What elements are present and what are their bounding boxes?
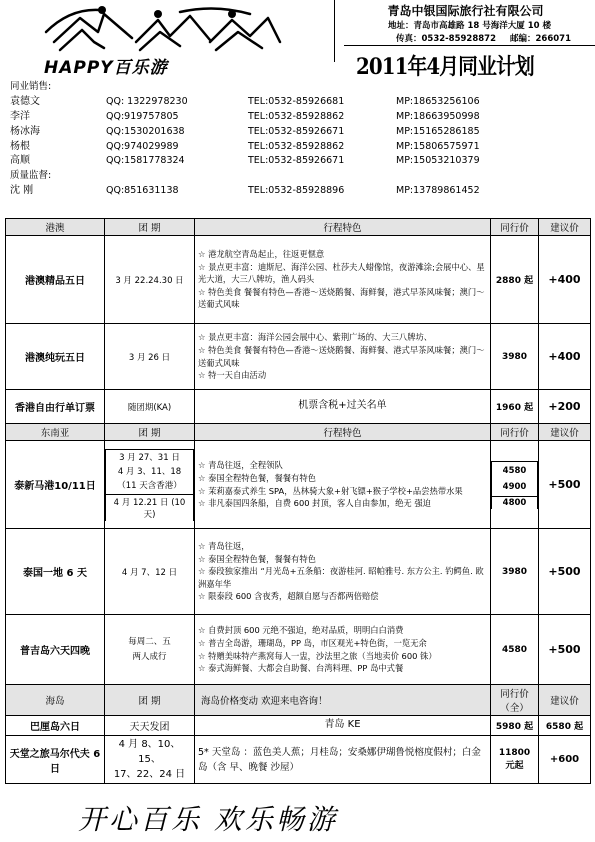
feature-line: ☆ 茉莉嘉泰式养生 SPA，丛林骑大象+射飞镖+猴子学校+品尝热带水果 bbox=[198, 485, 463, 496]
price-group-a bbox=[492, 461, 538, 496]
region-header: 东南亚 bbox=[6, 424, 105, 441]
feature-line: ☆ 景点更丰富：迪斯尼、海洋公园、杜莎夫人蜡像馆，夜游滩涂;会展中心、星光大道，大三八牌坊，渔人码头 bbox=[198, 261, 485, 285]
product-name: 天堂之旅马尔代夫 6 日 bbox=[6, 736, 105, 784]
tour-features bbox=[195, 324, 491, 390]
staff-qq: QQ:974029989 bbox=[106, 140, 179, 152]
company-contact bbox=[396, 32, 585, 44]
trade-price bbox=[491, 441, 539, 529]
region-header: 港澳 bbox=[6, 219, 105, 236]
price-line: 4580 bbox=[502, 465, 527, 476]
table-row bbox=[6, 441, 591, 529]
trade-price: 3980 bbox=[491, 324, 539, 390]
table-row bbox=[6, 716, 591, 736]
feature-line: ☆ 非凡泰国四条船，自费 600 封顶，客人自由参加，绝无 强迫 bbox=[198, 498, 431, 509]
tour-dates: 天天发团 bbox=[105, 716, 195, 736]
staff-qq: QQ:919757805 bbox=[106, 110, 179, 122]
sales-label: 同业销售: bbox=[10, 81, 52, 92]
staff-name: 袁德文 bbox=[10, 95, 40, 107]
staff-mobile: MP:18663950998 bbox=[396, 110, 480, 122]
section-header-hk-macau bbox=[6, 219, 591, 236]
suggested-price: +500 bbox=[539, 529, 591, 615]
table-row bbox=[6, 736, 591, 784]
feature-line: ☆ 泰段独家推出 “月光岛+五条船：夜游桂河. 昭帕雅号. 东方公主. 钓鳄鱼. 欧洲嘉年华 bbox=[198, 566, 484, 589]
tour-dates bbox=[105, 615, 195, 685]
staff-mobile: MP:15053210379 bbox=[396, 155, 480, 167]
table-row bbox=[6, 529, 591, 615]
trade-price: 5980 起 bbox=[491, 716, 539, 736]
table-row bbox=[6, 324, 591, 390]
tour-dates bbox=[105, 736, 195, 784]
region-header: 海岛 bbox=[6, 685, 105, 716]
price-line: 4900 bbox=[502, 481, 527, 492]
staff-qq: QQ:1581778324 bbox=[106, 155, 185, 167]
staff-mobile: MP:15165286185 bbox=[396, 125, 480, 137]
feature-line: ☆ 限泰段 600 含夜秀，超额自愿与否都两倍赔偿 bbox=[198, 591, 379, 602]
feature-line: ☆ 景点更丰富：海洋公园会展中心、紫荆广场的、大三八牌坊、 bbox=[198, 332, 433, 343]
staff-name: 杨冰海 bbox=[10, 125, 40, 137]
suggested-price: +500 bbox=[539, 441, 591, 529]
staff-mobile: MP:18653256106 bbox=[396, 95, 480, 107]
feature-line: ☆ 特色美食 餐餐有特色—香港～送烧鹅餐、海鲜餐，港式早茶风味餐；澳门～送葡式风味 bbox=[198, 286, 485, 310]
fax-number: 传真：0532-85928872 bbox=[396, 34, 496, 44]
suggested-price: +400 bbox=[539, 236, 591, 324]
feature-line: ☆ 港龙航空青岛起止，往返更惬意 bbox=[198, 249, 325, 260]
header-underline bbox=[344, 45, 595, 46]
staff-list bbox=[10, 80, 595, 199]
qc-label-row bbox=[10, 169, 595, 184]
tour-features: 机票含税+过关名单 bbox=[195, 390, 491, 424]
qc-mobile: MP:13789861452 bbox=[396, 185, 480, 197]
date-line: （11 天含香港） bbox=[117, 480, 182, 491]
date-line: 每周二、五 bbox=[128, 636, 171, 647]
staff-row bbox=[10, 125, 595, 140]
period-header: 团 期 bbox=[105, 424, 195, 441]
feature-line: ☆ 青岛往返，全程领队 bbox=[198, 460, 283, 471]
product-name: 巴厘岛六日 bbox=[6, 716, 105, 736]
features-header: 行程特色 bbox=[195, 424, 491, 441]
table-row bbox=[6, 390, 591, 424]
section-header-southeast-asia bbox=[6, 424, 591, 441]
product-name: 港澳纯玩五日 bbox=[6, 324, 105, 390]
trade-price: 3980 bbox=[491, 529, 539, 615]
date-line: 17、22、24 日 bbox=[113, 769, 186, 780]
staff-tel: TEL:0532-85926671 bbox=[248, 125, 345, 137]
feature-line: ☆ 泰国全程特色餐，餐餐有特色 bbox=[198, 472, 316, 483]
suggested-header: 建议价 bbox=[539, 219, 591, 236]
qc-label: 质量监督: bbox=[10, 170, 52, 182]
postcode: 邮编：266071 bbox=[510, 34, 571, 44]
price-group-b: 4800 bbox=[492, 496, 538, 509]
features-header: 海岛价格变动 欢迎来电咨询！ bbox=[195, 685, 491, 716]
qc-tel: TEL:0532-85928896 bbox=[248, 185, 345, 197]
staff-name: 李洋 bbox=[10, 110, 30, 122]
period-header: 团 期 bbox=[105, 685, 195, 716]
section-header-islands bbox=[6, 685, 591, 716]
date-line: 4 月 3、11、18 bbox=[117, 466, 182, 477]
qc-row bbox=[10, 184, 595, 199]
dates-subtable bbox=[105, 449, 194, 521]
tour-features bbox=[195, 441, 491, 529]
tour-features bbox=[195, 529, 491, 615]
price-header: 同行价（全） bbox=[491, 685, 539, 716]
suggested-price: +500 bbox=[539, 615, 591, 685]
product-name: 香港自由行单订票 bbox=[6, 390, 105, 424]
tour-features bbox=[195, 236, 491, 324]
price-subrow bbox=[492, 496, 538, 509]
features-header: 行程特色 bbox=[195, 219, 491, 236]
trade-price: 11800 元起 bbox=[491, 736, 539, 784]
feature-line: ☆ 自费封顶 600 元绝不强迫，绝对品质，明明白白消费 bbox=[198, 625, 404, 636]
dates-subrow bbox=[106, 494, 194, 521]
feature-line: ☆ 青岛往返， bbox=[198, 541, 250, 552]
staff-row bbox=[10, 95, 595, 110]
suggested-price: +400 bbox=[539, 324, 591, 390]
staff-tel: TEL:0532-85926681 bbox=[248, 95, 345, 107]
header-divider bbox=[334, 0, 335, 62]
staff-qq: QQ:1530201638 bbox=[106, 125, 185, 137]
product-name: 普吉岛六天四晚 bbox=[6, 615, 105, 685]
staff-name: 杨根 bbox=[10, 140, 30, 152]
price-header: 同行价 bbox=[491, 424, 539, 441]
trade-price: 2880 起 bbox=[491, 236, 539, 324]
dates-subrow bbox=[106, 449, 194, 494]
staff-row bbox=[10, 154, 595, 169]
product-name: 泰新马港10/11日 bbox=[6, 441, 105, 529]
plan-title: 2011年4月同业计划 bbox=[356, 54, 534, 80]
company-name: 青岛中银国际旅行社有限公司 bbox=[387, 4, 544, 18]
period-header: 团 期 bbox=[105, 219, 195, 236]
staff-tel: TEL:0532-85926671 bbox=[248, 155, 345, 167]
date-line: 3 月 27、31 日 bbox=[119, 452, 180, 463]
price-header: 同行价 bbox=[491, 219, 539, 236]
suggested-header: 建议价 bbox=[539, 424, 591, 441]
feature-line: ☆ 泰国全程特色餐，餐餐有特色 bbox=[198, 553, 316, 564]
dates-group-b: 4 月 12.21 日 (10 天) bbox=[106, 494, 194, 521]
company-address: 地址：青岛市高雄路 18 号海洋大厦 10 楼 bbox=[388, 21, 551, 31]
trade-price: 1960 起 bbox=[491, 390, 539, 424]
staff-row bbox=[10, 110, 595, 125]
feature-line: ☆ 特赠美味特产燕窝每人一盅，沙法里之旅（当地卖价 600 铢） bbox=[198, 650, 437, 661]
staff-tel: TEL:0532-85928862 bbox=[248, 140, 345, 152]
feature-line: ☆ 普吉全岛游，珊瑚岛，PP 岛，市区观光+特色街，一览无余 bbox=[198, 637, 427, 648]
tour-price-table bbox=[5, 218, 591, 784]
feature-line: ☆ 特色美食 餐餐有特色—香港～送烧鹅餐、海鲜餐、港式早茶风味餐；澳门～送葡式风味 bbox=[198, 344, 485, 368]
feature-line: ☆ 特一天自由活动 bbox=[198, 370, 267, 381]
staff-row bbox=[10, 140, 595, 155]
footer-slogan: 开心百乐 欢乐畅游 bbox=[78, 803, 338, 836]
price-subtable bbox=[491, 461, 538, 509]
tour-dates: 3 月 26 日 bbox=[105, 324, 195, 390]
staff-mobile: MP:15806575971 bbox=[396, 140, 480, 152]
footer bbox=[0, 796, 595, 836]
product-name: 泰国一地 6 天 bbox=[6, 529, 105, 615]
date-line: 4 月 8、10、15、 bbox=[118, 739, 181, 765]
suggested-price: 6580 起 bbox=[539, 716, 591, 736]
product-name: 港澳精品五日 bbox=[6, 236, 105, 324]
suggested-price: +600 bbox=[539, 736, 591, 784]
suggested-price: +200 bbox=[539, 390, 591, 424]
suggested-header: 建议价 bbox=[539, 685, 591, 716]
tour-features: 5* 天堂岛 ：蓝色美人蕉；月桂岛；安桑娜伊瑚鲁悦榕度假村；白金岛（含 早、晚餐 沙屋） bbox=[195, 736, 491, 784]
qc-name: 沈 刚 bbox=[10, 185, 34, 197]
staff-tel: TEL:0532-85928862 bbox=[248, 110, 345, 122]
table-row bbox=[6, 615, 591, 685]
table-row bbox=[6, 236, 591, 324]
tour-dates: 3 月 22.24.30 日 bbox=[105, 236, 195, 324]
sales-label-row bbox=[10, 80, 595, 95]
dates-group-a bbox=[106, 449, 194, 494]
feature-line: ☆ 泰式海鲜餐、大都会自助餐、台湾料理、PP 岛中式餐 bbox=[198, 663, 404, 674]
brand-logo-text: HAPPY百乐游 bbox=[44, 58, 168, 78]
tour-dates: 随团期(KA) bbox=[105, 390, 195, 424]
staff-qq: QQ: 1322978230 bbox=[106, 95, 188, 107]
tour-dates: 4 月 7、12 日 bbox=[105, 529, 195, 615]
tour-dates bbox=[105, 441, 195, 529]
tour-features: 青岛 KE bbox=[195, 716, 491, 736]
qc-qq: QQ:851631138 bbox=[106, 185, 179, 197]
header bbox=[0, 0, 595, 80]
tour-features bbox=[195, 615, 491, 685]
price-subrow bbox=[492, 461, 538, 496]
date-line: 两人成行 bbox=[132, 651, 167, 662]
trade-price: 4580 bbox=[491, 615, 539, 685]
staff-name: 高顺 bbox=[10, 155, 30, 167]
